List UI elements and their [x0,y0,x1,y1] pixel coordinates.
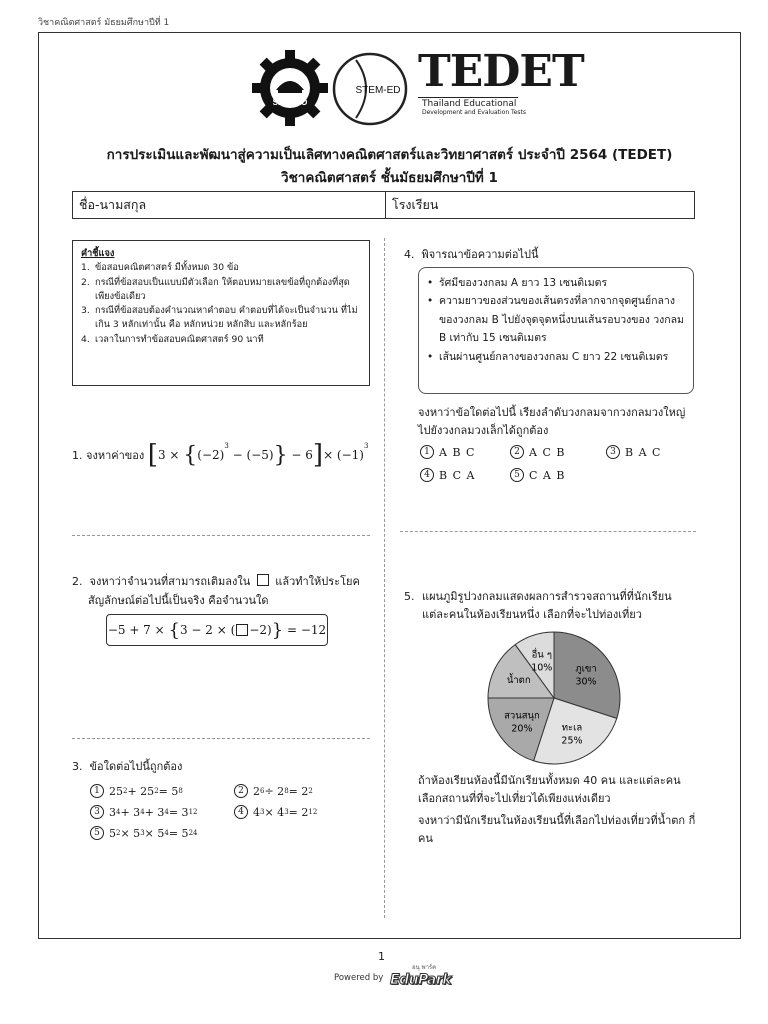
question-2 [72,572,360,590]
instruction-item: 2. กรณีที่ข้อสอบเป็นแบบมีตัวเลือก ให้ตอบหมายเลขข้อที่ถูกต้องที่สุด เพียงข้อเดียว [81,276,350,302]
q1-expression: [ 3 × { (−2) $^3$ − (−5) } − 6 ] × (−1) $^3$ [147,440,369,470]
q2-number: 2. [72,575,83,588]
pie-label: สวนสนุก [504,710,540,722]
q5-text-2: จงหาว่ามีนักเรียนในห้องเรียนนี้ที่เลือกไปท่องเที่ยวที่น้ำตก กี่คน [418,814,696,845]
q1-divider [72,535,370,536]
q1-number: 1. [72,448,83,462]
edupark-logo: อนุ พาร์ค EduPark [390,964,452,988]
choice-number-circle: 3 [90,805,104,819]
q3-choice-2[interactable]: 2 2 6 ÷ 2 8 = 2 2 [234,784,313,798]
instructions-heading: คำชี้แจง [81,248,115,259]
question-5 [404,588,694,623]
q3-choice-3[interactable]: 3 3 4 + 3 4 + 3 4 = 3 12 [90,805,197,819]
q4-choice-2[interactable]: 2 A C B [510,445,565,459]
pie-label: อื่น ๆ [531,649,552,661]
tedet-logo: TEDET [418,46,584,97]
student-info-box [72,191,695,219]
q4-statement: • เส้นผ่านศูนย์กลางของวงกลม C ยาว 22 เซนติเมตร [427,350,669,363]
instructions-box [72,240,370,386]
q2-prompt-b: แล้วทำให้ประโยค [275,575,360,588]
exam-subtitle: วิชาคณิตศาสตร์ ชั้นมัธยมศึกษาปีที่ 1 [281,170,498,186]
page-number: 1 [378,950,385,963]
q2-divider [72,738,370,739]
pie-value-label: 10% [531,662,553,674]
q1-prompt: จงหาค่าของ [86,449,145,462]
pie-label: น้ำตก [506,675,531,687]
choice-number-circle: 2 [510,445,524,459]
q3-choice-1[interactable]: 1 25 2 + 25 2 = 5 8 [90,784,183,798]
name-field[interactable] [73,192,386,218]
choice-number-circle: 5 [510,468,524,482]
header-subject-label: วิชาคณิตศาสตร์ มัธยมศึกษาปีที่ 1 [38,18,170,28]
q5-number: 5. [404,590,415,603]
question-3 [72,757,182,775]
school-label: โรงเรียน [392,197,439,212]
exam-title: การประเมินและพัฒนาสู่ความเป็นเลิศทางคณิตศาสตร์และวิทยาศาสตร์ ประจำปี 2564 (TEDET) [106,147,673,163]
pie-value-label: 25% [561,735,583,747]
q3-prompt: ข้อใดต่อไปนี้ถูกต้อง [89,760,183,773]
pie-label: ทะเล [561,722,583,734]
q4-question: จงหาว่าข้อใดต่อไปนี้ เรียงลำดับวงกลมจากวงกลมวงใหญ่ ไปยังวงกลมวงเล็กได้ถูกต้อง [418,406,686,437]
question-1 [72,440,368,470]
tedet-logo-subtitle-1: Thailand Educational [422,99,517,109]
stemed-logo-text: STEM-ED [355,85,401,96]
q4-choice-4[interactable]: 4 B C A [420,468,475,482]
choice-number-circle: 1 [420,445,434,459]
blank-square-icon [257,574,269,586]
instruction-item: 4. เวลาในการทำข้อสอบคณิตศาสตร์ 90 นาที [81,333,264,345]
q3-number: 3. [72,760,83,773]
pie-value-label: 30% [575,676,597,688]
choice-number-circle: 5 [90,826,104,840]
instruction-item: 3. กรณีที่ข้อสอบต้องคำนวณหาคำตอบ คำตอบที่ได้จะเป็นจำนวน ที่ไม่เกิน 3 หลักเท่านั้น คือ หลักหน่วย หลักสิบ และหลักร้อย [81,305,358,331]
choice-number-circle: 4 [420,468,434,482]
seameo-logo-text: SEAMEO [272,98,308,107]
q4-statements-box [418,267,694,394]
q5-text-1: ถ้าห้องเรียนห้องนี้มีนักเรียนทั้งหมด 40 คน และแต่ละคน เลือกสถานที่ที่จะไปเที่ยวได้เพียงแห่งเดียว [418,774,681,805]
pie-value-label: 20% [511,723,533,735]
q4-number: 4. [404,248,415,261]
stemed-logo [328,48,412,130]
q2-equation-box: −5 + 7 × { 3 − 2 × ( −2) } = −12 [106,614,328,646]
q4-prompt: พิจารณาข้อความต่อไปนี้ [421,248,539,261]
blank-square-icon [236,624,248,636]
q4-statement: • รัศมีของวงกลม A ยาว 13 เซนติเมตร [427,277,608,289]
seameo-logo [252,50,328,126]
q4-statement: • ความยาวของส่วนของเส้นตรงที่ลากจากจุดศูนย์กลาง ของวงกลม B ไปยังจุดจุดหนึ่งบนเส้นรอบวงของ วงกลม B เท่ากับ 15 เซนติเมตร [427,295,684,345]
choice-number-circle: 1 [90,784,104,798]
question-4 [404,245,539,263]
pie-label: ภูเขา [575,663,597,675]
q3-choice-5[interactable]: 5 5 2 × 5 3 × 5 4 = 5 24 [90,826,197,840]
tedet-logo-rule [418,97,518,98]
q2-prompt-line2: สัญลักษณ์ต่อไปนี้เป็นจริง คือจำนวนใด [88,594,269,607]
instruction-item: 1. ข้อสอบคณิตศาสตร์ มีทั้งหมด 30 ข้อ [81,262,239,274]
q2-prompt-a: จงหาว่าจำนวนที่สามารถเติมลงใน [89,575,251,588]
choice-number-circle: 4 [234,805,248,819]
q4-choice-5[interactable]: 5 C A B [510,468,565,482]
q4-choice-3[interactable]: 3 B A C [606,445,661,459]
q5-prompt: แผนภูมิรูปวงกลมแสดงผลการสำรวจสถานที่ที่นักเรียน แต่ละคนในห้องเรียนหนึ่ง เลือกที่จะไปท่องเที่ยว [422,590,672,621]
q3-choice-4[interactable]: 4 4 3 × 4 3 = 2 12 [234,805,317,819]
name-label: ชื่อ-นามสกุล [79,197,147,212]
tedet-logo-subtitle-2: Development and Evaluation Tests [422,109,527,116]
choice-number-circle: 2 [234,784,248,798]
powered-by-label: Powered by [334,973,384,983]
choice-number-circle: 3 [606,445,620,459]
school-field[interactable] [386,192,694,218]
column-divider [384,238,385,918]
travel-pie-chart [478,628,628,768]
q4-choice-1[interactable]: 1 A B C [420,445,475,459]
q4-divider [400,531,696,532]
